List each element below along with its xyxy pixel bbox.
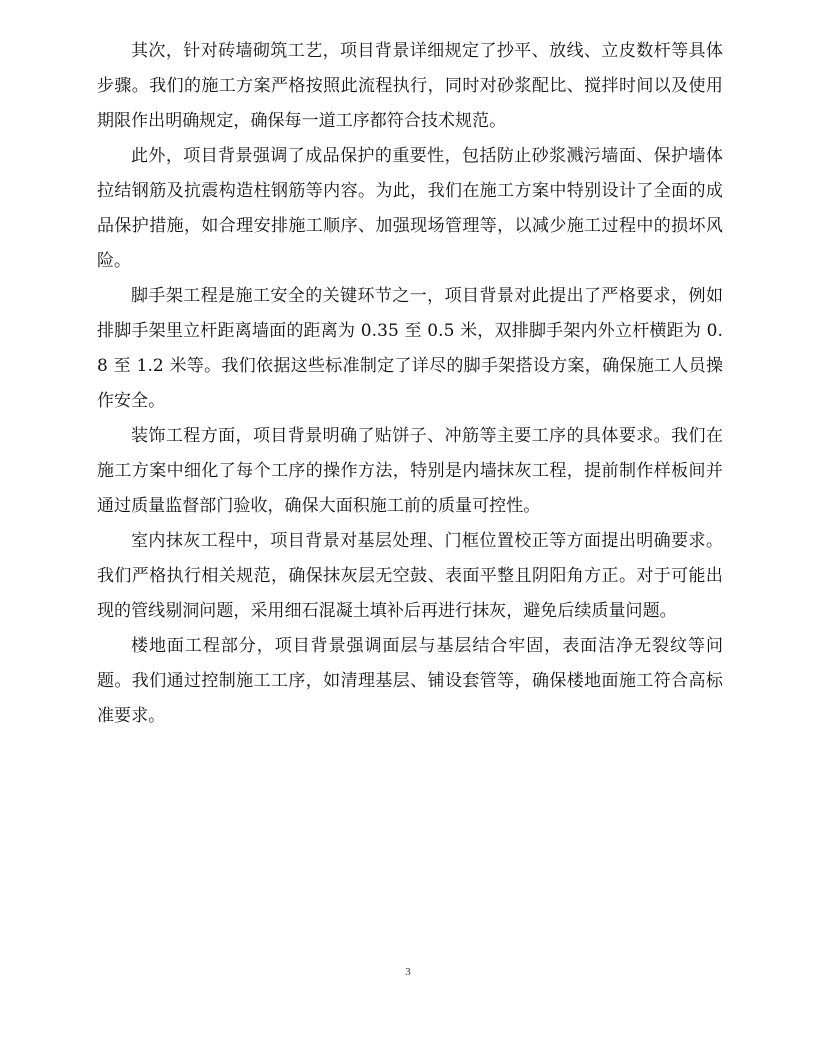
document-body	[97, 34, 723, 734]
page-number: 3	[405, 966, 411, 978]
paragraph-floor-works: 楼地面工程部分，项目背景强调面层与基层结合牢固，表面洁净无裂纹等问题。我们通过控制施工工序，如清理基层、铺设套管等，确保楼地面施工符合高标准要求。	[97, 636, 723, 726]
paragraph-indoor-plastering: 室内抹灰工程中，项目背景对基层处理、门框位置校正等方面提出明确要求。我们严格执行相关规范，确保抹灰层无空鼓、表面平整且阴阳角方正。对于可能出现的管线剔洞问题，采用细石混凝土填补后再进行抹灰，避免后续质量问题。	[97, 531, 723, 621]
paragraph-finished-product-protection: 此外，项目背景强调了成品保护的重要性，包括防止砂浆溅污墙面、保护墙体拉结钢筋及抗震构造柱钢筋等内容。为此，我们在施工方案中特别设计了全面的成品保护措施，如合理安排施工顺序、加强现场管理等，以减少施工过程中的损坏风险。	[97, 146, 723, 271]
paragraph-decoration-works: 装饰工程方面，项目背景明确了贴饼子、冲筋等主要工序的具体要求。我们在施工方案中细化了每个工序的操作方法，特别是内墙抹灰工程，提前制作样板间并通过质量监督部门验收，确保大面积施工前的质量可控性。	[97, 426, 723, 516]
paragraph-brick-masonry: 其次，针对砖墙砌筑工艺，项目背景详细规定了抄平、放线、立皮数杆等具体步骤。我们的施工方案严格按照此流程执行，同时对砂浆配比、搅拌时间以及使用期限作出明确规定，确保每一道工序都符合技术规范。	[97, 41, 723, 131]
paragraph-scaffolding: 脚手架工程是施工安全的关键环节之一，项目背景对此提出了严格要求，例如排脚手架里立杆距离墙面的距离为 0.35 至 0.5 米，双排脚手架内外立杆横距为 0.8 至 1.2 米等。我们依据这些标准制定了详尽的脚手架搭设方案，确保施工人员操作安全。	[97, 286, 723, 411]
